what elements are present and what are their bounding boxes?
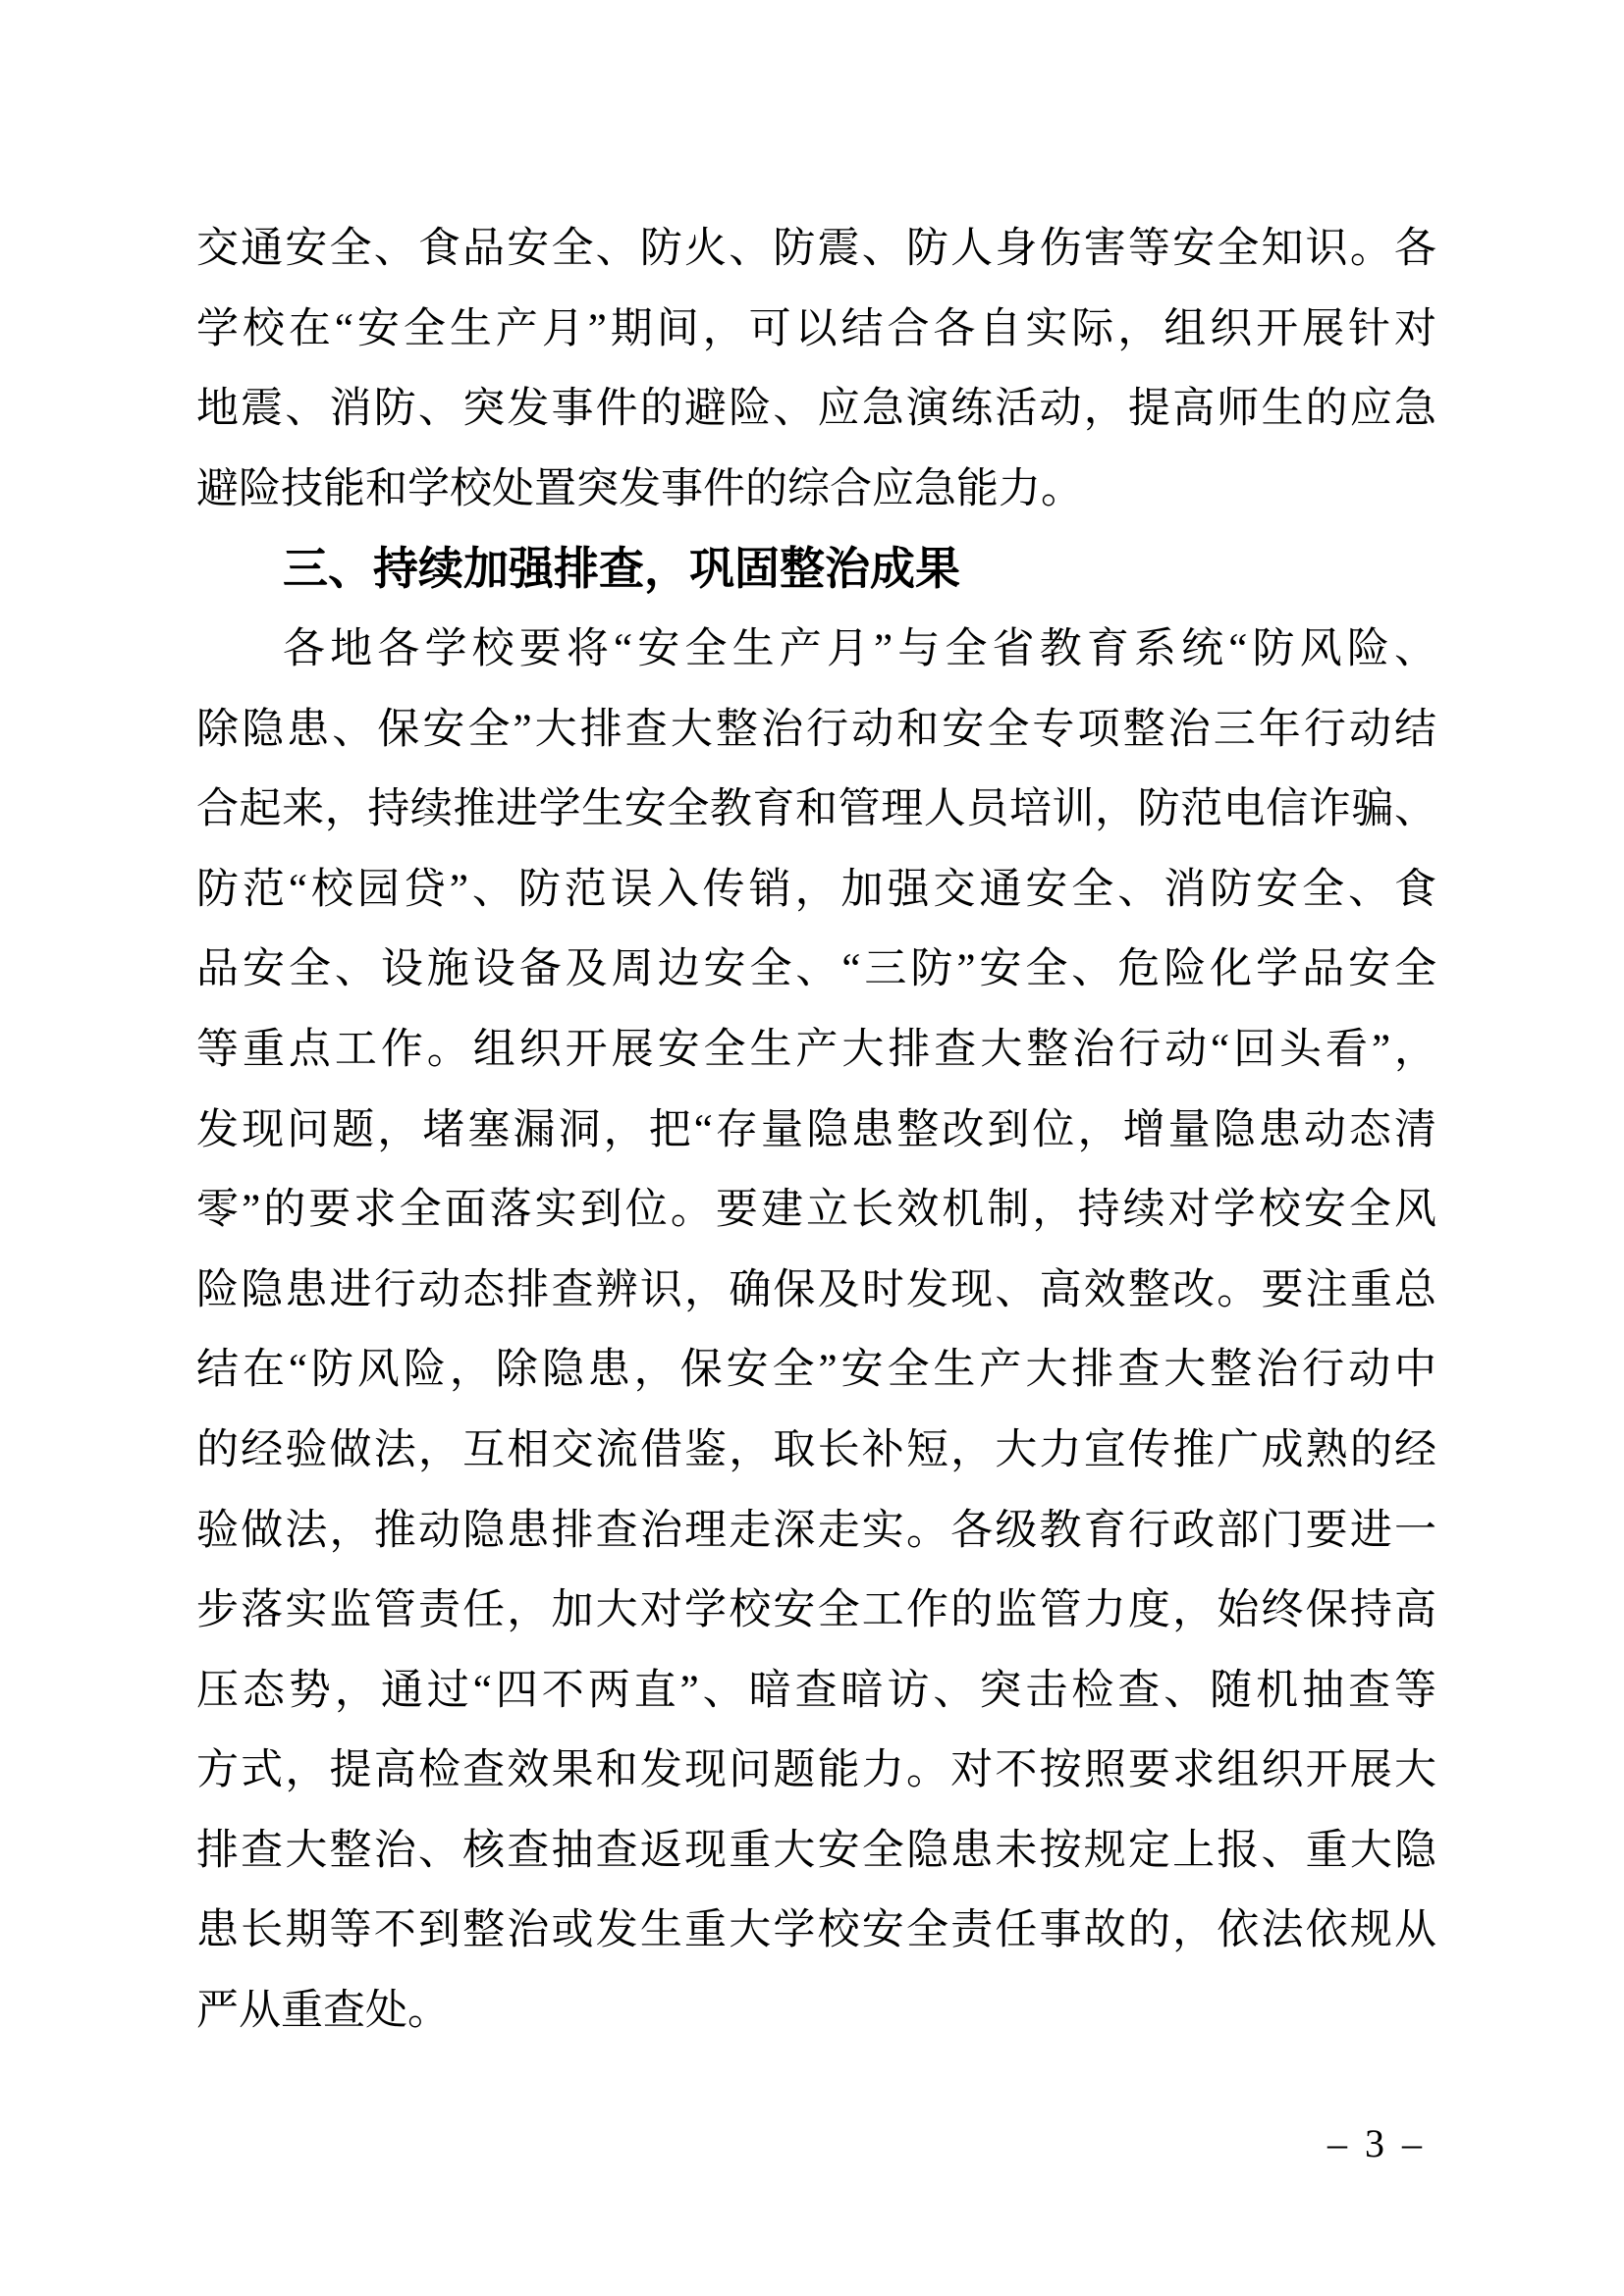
text-line-9: 防范“校园贷”、防范误入传销，加强交通安全、消防安全、食: [196, 866, 1436, 913]
text-line-4: 避险技能和学校处置突发事件的综合应急能力。: [196, 465, 1083, 512]
text-line-11: 等重点工作。组织开展安全生产大排查大整治行动“回头看”，: [196, 1026, 1436, 1073]
document-body: [196, 209, 1436, 2052]
text-line-1: 交通安全、食品安全、防火、防震、防人身伤害等安全知识。各: [196, 226, 1436, 272]
text-line-10: 品安全、设施设备及周边安全、“三防”安全、危险化学品安全: [196, 946, 1436, 993]
text-line-17: 验做法，推动隐患排查治理走深走实。各级教育行政部门要进一: [196, 1507, 1436, 1554]
text-line-6: 各地各学校要将“安全生产月”与全省教育系统“防风险、: [283, 625, 1436, 672]
text-line-21: 排查大整治、核查抽查返现重大安全隐患未按规定上报、重大隐: [196, 1827, 1436, 1874]
text-line-14: 险隐患进行动态排查辨识，确保及时发现、高效整改。要注重总: [196, 1266, 1436, 1313]
text-line-16: 的经验做法，互相交流借鉴，取长补短，大力宣传推广成熟的经: [196, 1426, 1436, 1473]
text-line-20: 方式，提高检查效果和发现问题能力。对不按照要求组织开展大: [196, 1747, 1436, 1794]
text-line-15: 结在“防风险，除隐患，保安全”安全生产大排查大整治行动中: [196, 1347, 1436, 1394]
text-line-18: 步落实监管责任，加大对学校安全工作的监管力度，始终保持高: [196, 1587, 1436, 1634]
section-heading: 三、持续加强排查，巩固整治成果: [283, 543, 960, 595]
text-line-8: 合起来，持续推进学生安全教育和管理人员培训，防范电信诈骗、: [196, 786, 1436, 833]
text-line-23: 严从重查处。: [196, 1988, 450, 2035]
text-line-13: 零”的要求全面落实到位。要建立长效机制，持续对学校安全风: [196, 1187, 1436, 1234]
text-line-3: 地震、消防、突发事件的避险、应急演练活动，提高师生的应急: [196, 386, 1436, 433]
text-line-22: 患长期等不到整治或发生重大学校安全责任事故的，依法依规从: [196, 1907, 1436, 1954]
text-line-12: 发现问题，堵塞漏洞，把“存量隐患整改到位，增量隐患动态清: [196, 1106, 1436, 1153]
page-number: – 3 –: [1327, 2121, 1426, 2165]
text-line-2: 学校在“安全生产月”期间，可以结合各自实际，组织开展针对: [196, 305, 1436, 352]
text-line-19: 压态势，通过“四不两直”、暗查暗访、突击检查、随机抽查等: [196, 1667, 1436, 1714]
text-line-7: 除隐患、保安全”大排查大整治行动和安全专项整治三年行动结: [196, 706, 1436, 753]
